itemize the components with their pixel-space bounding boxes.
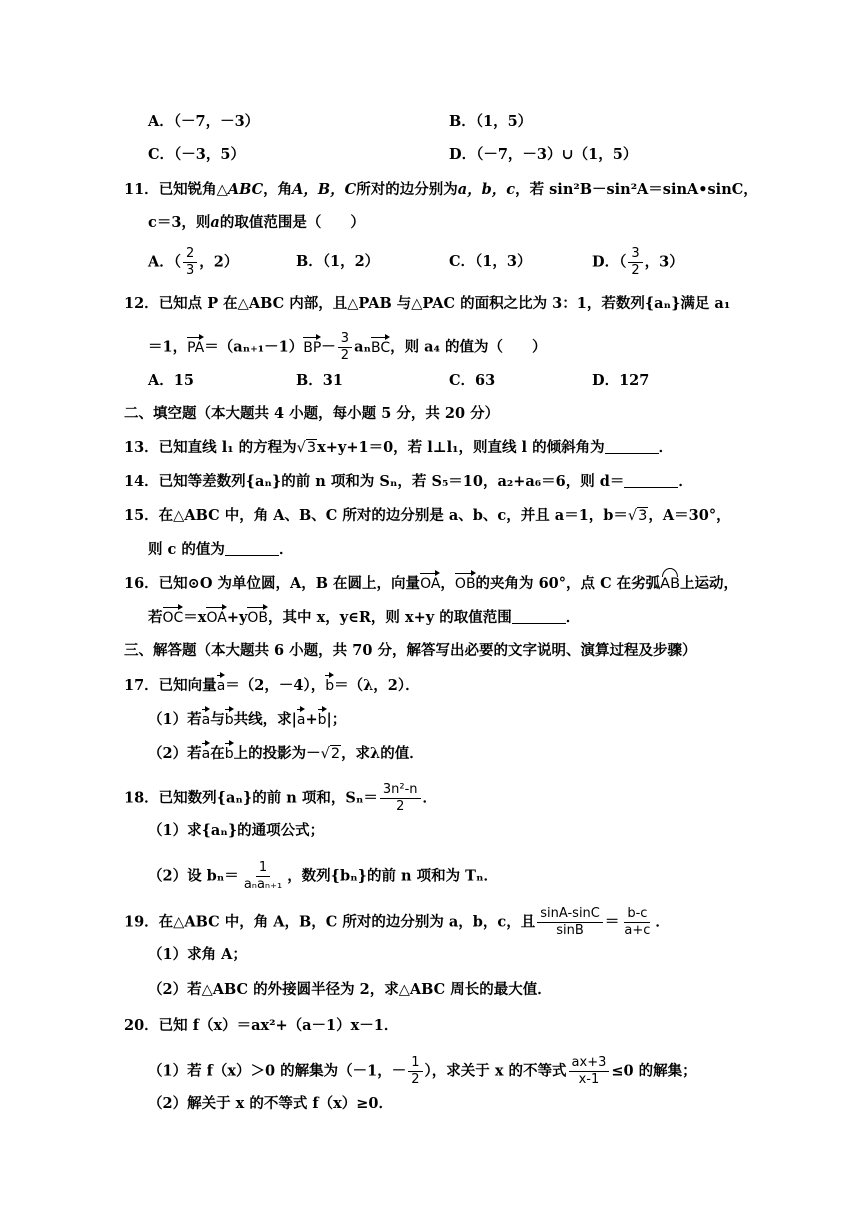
q17-text: ，求λ的值． bbox=[341, 745, 424, 762]
answer-blank[interactable] bbox=[605, 439, 659, 454]
q11-text: 的取值范围是（ ） bbox=[219, 214, 365, 231]
q19-sub1: （1）求角 A； bbox=[148, 946, 247, 963]
q19-stem bbox=[124, 906, 670, 939]
q17-text: ＝（λ，2）． bbox=[334, 677, 420, 694]
sqrt-2: √2 bbox=[320, 746, 341, 762]
q12-line2 bbox=[148, 331, 546, 364]
q18-text: 18．已知数列{aₙ}的前 n 项和，Sₙ＝ bbox=[124, 789, 378, 807]
q17-text: |； bbox=[326, 711, 347, 728]
option-text: ，3） bbox=[644, 253, 684, 271]
q11-angles: A，B，C bbox=[292, 181, 357, 198]
q10-option-d: D．（－7，－3）∪（1，5） bbox=[449, 146, 638, 163]
fraction-num: 2 bbox=[183, 246, 197, 263]
vector-b: b bbox=[317, 712, 327, 728]
q12-option-a: A．15 bbox=[148, 372, 194, 389]
vector-oc: OC bbox=[162, 610, 184, 626]
vector-b: b bbox=[224, 712, 234, 728]
section-heading-solutions: 三、解答题（本大题共 6 小题，共 70 分，解答写出必要的文字说明、演算过程及步骤） bbox=[124, 642, 697, 659]
q19-text: ． bbox=[655, 913, 670, 931]
q11-line2 bbox=[148, 213, 365, 233]
q20-stem: 20．已知 f（x）＝ax²+（a－1）x－1． bbox=[124, 1017, 399, 1034]
q17-text: 上的投影为－ bbox=[233, 745, 321, 762]
vector-b: b bbox=[325, 678, 335, 694]
q12-line1 bbox=[124, 294, 730, 314]
q20-text: （1）若 f（x）＞0 的解集为（－1，－ bbox=[148, 1062, 407, 1080]
fraction-den: 2 bbox=[396, 799, 405, 814]
fraction-num: 1 bbox=[256, 860, 270, 877]
fraction-num: b-c bbox=[624, 906, 650, 923]
q11-option-d bbox=[592, 246, 684, 279]
q15-text: ． bbox=[278, 541, 294, 558]
fraction-den: x-1 bbox=[578, 1072, 600, 1087]
fraction-den: 2 bbox=[411, 1072, 420, 1087]
fraction-num: 1 bbox=[408, 1055, 422, 1072]
q19-text: 19．在△ABC 中，角 A，B，C 所对的边分别为 a，b，c，且 bbox=[124, 913, 536, 931]
q12-option-d: D．127 bbox=[592, 372, 650, 389]
option-label: A．（ bbox=[148, 253, 182, 271]
q13-text: ． bbox=[658, 439, 674, 456]
question-number: 12． bbox=[124, 295, 159, 312]
vector-a: a bbox=[216, 678, 226, 694]
q11-option-b: B．（1，2） bbox=[296, 253, 380, 270]
q11-text: 所对的边分别为 bbox=[356, 181, 458, 198]
q20-sub2: （2）解关于 x 的不等式 f（x）≥0． bbox=[148, 1095, 393, 1112]
q16-text: ， bbox=[440, 575, 455, 592]
fraction-num: 3 bbox=[628, 246, 642, 263]
q17-sub2 bbox=[148, 744, 424, 764]
option-label: D．（ bbox=[592, 253, 627, 271]
q12-option-c: C．63 bbox=[449, 372, 496, 389]
q16-text: ，其中 x，y∈R，则 x+y 的取值范围 bbox=[268, 609, 512, 626]
q11-text: ，角 bbox=[263, 181, 293, 198]
vector-oa: OA bbox=[420, 576, 441, 592]
q11-triangle: ABC bbox=[227, 181, 264, 198]
q16-text: 16．已知⊙O 为单位圆，A，B 在圆上，向量 bbox=[124, 575, 421, 592]
sqrt-3: √3 bbox=[627, 508, 648, 524]
q12-text: ＝（aₙ₊₁－1） bbox=[204, 338, 304, 356]
q12-text: 已知点 P 在△ABC 内部，且△PAB 与△PAC 的面积之比为 3：1，若数列{aₙ}满足 a₁ bbox=[158, 295, 731, 312]
q15-line1 bbox=[124, 506, 731, 526]
q11-text: 已知锐角△ bbox=[158, 181, 228, 198]
vector-pa: PA bbox=[187, 339, 205, 356]
q15-text: 15．在△ABC 中，角 A、B、C 所对的边分别是 a、b、c，并且 a＝1，b＝ bbox=[124, 507, 628, 524]
q13-text: 13．已知直线 l₁ 的方程为 bbox=[124, 439, 297, 456]
q17-text: 与 bbox=[210, 711, 225, 728]
q19-text: ＝ bbox=[604, 913, 620, 931]
radicand: 3 bbox=[306, 440, 317, 456]
q12-text: aₙ bbox=[354, 338, 371, 356]
q12-option-b: B．31 bbox=[296, 372, 343, 389]
vector-b: b bbox=[224, 746, 234, 762]
q18-sub2 bbox=[148, 860, 498, 893]
answer-blank[interactable] bbox=[512, 609, 566, 624]
answer-blank[interactable] bbox=[225, 541, 279, 556]
q18-text: （2）设 bₙ＝ bbox=[148, 867, 239, 885]
q16-text: +y bbox=[226, 609, 248, 626]
q17-stem bbox=[124, 676, 420, 696]
q17-text: 在 bbox=[210, 745, 225, 762]
vector-ob: OB bbox=[454, 576, 476, 592]
q10-option-a: A．（－7，－3） bbox=[148, 113, 260, 130]
vector-a: a bbox=[201, 746, 211, 762]
q12-text: ＝1， bbox=[148, 338, 188, 356]
vector-bc: BC bbox=[370, 339, 391, 356]
question-number: 11． bbox=[124, 181, 159, 198]
sqrt-3: √3 bbox=[296, 440, 317, 456]
q16-text: 的夹角为 60°，点 C 在劣弧 bbox=[475, 575, 661, 592]
fraction-den: a+c bbox=[624, 923, 651, 938]
q11-sides: a，b，c bbox=[457, 181, 516, 198]
q16-text: ． bbox=[565, 609, 581, 626]
q16-text: ＝x bbox=[183, 609, 207, 626]
q17-text: （2）若 bbox=[148, 745, 202, 762]
q14-text: ． bbox=[678, 473, 693, 490]
q20-text: ≤0 的解集； bbox=[611, 1062, 697, 1080]
fraction-den: 3 bbox=[186, 263, 195, 278]
q13-text: x+y+1＝0，若 l⊥l₁，则直线 l 的倾斜角为 bbox=[317, 439, 605, 456]
q15-text: ，A＝30°， bbox=[648, 507, 731, 524]
radicand: 2 bbox=[330, 746, 341, 762]
q18-sub1: （1）求{aₙ}的通项公式； bbox=[148, 822, 325, 839]
vector-a: a bbox=[296, 712, 306, 728]
q11-text: ，若 sin² bbox=[515, 181, 580, 198]
q16-text: 若 bbox=[148, 609, 163, 626]
section-heading-fill-blank: 二、填空题（本大题共 4 小题，每小题 5 分，共 20 分） bbox=[124, 405, 500, 422]
q19-sub2: （2）若△ABC 的外接圆半径为 2，求△ABC 周长的最大值． bbox=[148, 981, 552, 998]
vector-oa: OA bbox=[206, 610, 227, 626]
q15-line2 bbox=[148, 540, 293, 560]
q18-text: ． bbox=[422, 789, 438, 807]
q17-text: 17．已知向量 bbox=[124, 677, 217, 694]
q16-text: 上运动， bbox=[680, 575, 739, 592]
q17-text: 共线，求| bbox=[233, 711, 297, 728]
q15-text: 则 c 的值为 bbox=[148, 541, 225, 558]
q11-text: c＝3，则 bbox=[148, 214, 211, 231]
q11-option-a bbox=[148, 246, 238, 279]
q14-text: 14．已知等差数列{aₙ}的前 n 项和为 Sₙ，若 S₅＝10，a₂+a₆＝6，则 d＝ bbox=[124, 473, 625, 490]
q11-line1 bbox=[124, 180, 758, 200]
radicand: 3 bbox=[638, 508, 648, 524]
q16-line2 bbox=[148, 608, 580, 628]
vector-a: a bbox=[201, 712, 211, 728]
arc-ab: AB bbox=[660, 576, 681, 592]
q17-text: + bbox=[305, 711, 318, 728]
q14 bbox=[124, 472, 693, 492]
q20-sub1 bbox=[148, 1055, 697, 1088]
fraction-den: aₙaₙ₊₁ bbox=[243, 877, 283, 892]
fraction-num: sinA-sinC bbox=[537, 906, 603, 923]
q11-text: B－sin²A＝sinA•sinC， bbox=[579, 181, 758, 198]
q17-sub1 bbox=[148, 710, 346, 730]
q20-text: ），求关于 x 的不等式 bbox=[424, 1062, 567, 1080]
fraction-num: 3 bbox=[338, 331, 352, 348]
vector-ob: OB bbox=[247, 610, 269, 626]
fraction-den: 2 bbox=[631, 263, 640, 278]
fraction-den: 2 bbox=[340, 348, 350, 363]
q10-option-b: B．（1，5） bbox=[449, 113, 533, 130]
q11-var: a bbox=[210, 214, 220, 231]
option-text: ，2） bbox=[199, 253, 239, 271]
fraction-num: ax+3 bbox=[569, 1055, 610, 1072]
q12-text: ，则 a₄ 的值为（ ） bbox=[390, 338, 547, 356]
q18-stem bbox=[124, 782, 437, 815]
q17-text: （1）若 bbox=[148, 711, 202, 728]
q13 bbox=[124, 438, 673, 458]
q16-line1 bbox=[124, 574, 738, 594]
fraction-den: sinB bbox=[556, 923, 584, 938]
fraction-num: 3n²-n bbox=[380, 782, 421, 799]
q10-option-c: C．（－3，5） bbox=[148, 146, 245, 163]
q17-text: ＝（2，－4）， bbox=[225, 677, 326, 694]
answer-blank[interactable] bbox=[624, 473, 678, 488]
q18-text: ，数列{bₙ}的前 n 项和为 Tₙ． bbox=[287, 867, 499, 885]
q12-text: － bbox=[321, 338, 336, 356]
vector-bp: BP bbox=[303, 339, 322, 356]
q11-option-c: C．（1，3） bbox=[449, 253, 532, 270]
